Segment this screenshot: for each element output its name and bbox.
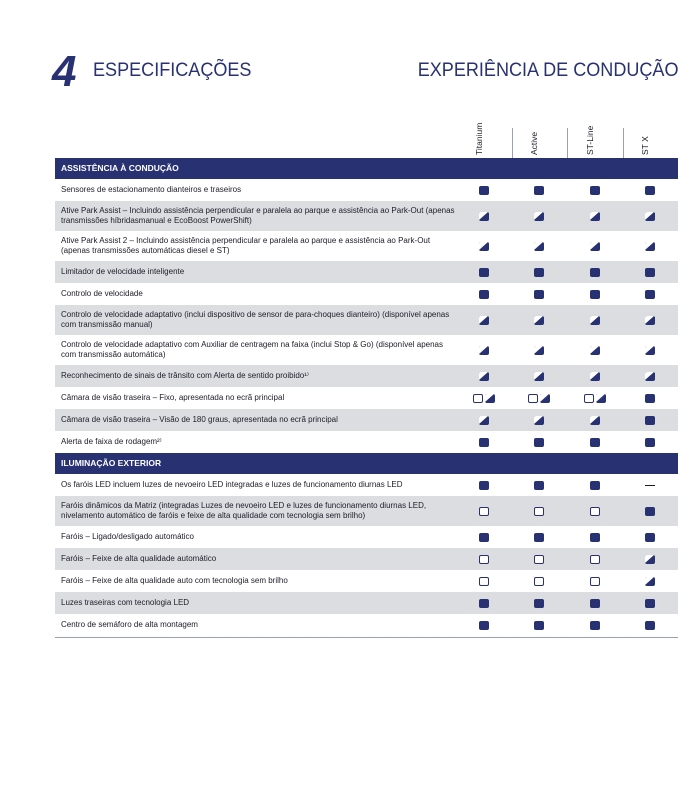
standard-icon [590, 290, 600, 299]
standard-icon [479, 533, 489, 542]
optional-icon [534, 242, 544, 251]
column-separator [623, 128, 624, 158]
option-pair-mark [472, 393, 496, 403]
standard-icon [479, 621, 489, 630]
optional-icon [590, 316, 600, 325]
availability-mark [477, 576, 491, 586]
standard-icon [645, 186, 655, 195]
feature-label: Sensores de estacionamento dianteiros e traseiros [61, 185, 242, 194]
availability-mark [477, 211, 491, 221]
feature-label: Câmara de visão traseira – Fixo, apresentada no ecrã principal [61, 393, 285, 402]
column-header-st-x [636, 115, 656, 155]
optional-icon [479, 416, 489, 425]
option-pair-mark [583, 393, 607, 403]
table-bottom-rule [55, 637, 678, 638]
column-header-label: ST X [640, 136, 650, 155]
availability-mark [588, 185, 602, 195]
availability-mark [643, 289, 657, 299]
table-row [55, 179, 678, 201]
availability-mark [532, 415, 546, 425]
feature-label: Limitador de velocidade inteligente [61, 267, 185, 276]
standard-icon [645, 599, 655, 608]
standard-icon [645, 507, 655, 516]
optional-icon [645, 212, 655, 221]
table-row [55, 261, 678, 283]
standard-icon [590, 438, 600, 447]
availability-mark [477, 554, 491, 564]
availability-mark [477, 480, 491, 490]
standard-icon [590, 621, 600, 630]
option-pair-mark [527, 393, 551, 403]
column-header-label: ST-Line [585, 125, 595, 155]
availability-mark [643, 506, 657, 516]
availability-mark [477, 437, 491, 447]
availability-mark [643, 576, 657, 586]
optional-icon [534, 416, 544, 425]
availability-mark [588, 289, 602, 299]
not-available-icon [528, 394, 538, 403]
feature-label: Controlo de velocidade [61, 289, 143, 298]
chapter-number: 4 [52, 47, 77, 96]
feature-label: Ative Park Assist – Incluindo assistência perpendicular e paralela ao parque e assistência ao Park-Out (apenas transmissões híbridasmanual e EcoBoost PowerShift) [61, 206, 455, 225]
feature-label: Faróis – Feixe de alta qualidade auto com tecnologia sem brilho [61, 576, 288, 585]
standard-icon [590, 481, 600, 490]
availability-mark [477, 289, 491, 299]
availability-mark [588, 241, 602, 251]
availability-mark [588, 554, 602, 564]
table-row [55, 305, 678, 335]
feature-label: Controlo de velocidade adaptativo com Auxiliar de centragem na faixa (inclui Stop & Go) (disponível apenas com transmissão automática) [61, 340, 443, 359]
standard-icon [479, 290, 489, 299]
optional-icon [479, 372, 489, 381]
availability-mark [477, 345, 491, 355]
availability-mark [532, 620, 546, 630]
availability-mark [532, 532, 546, 542]
not-available-icon [473, 394, 483, 403]
spec-table [55, 158, 678, 636]
standard-icon [590, 268, 600, 277]
availability-mark [643, 315, 657, 325]
availability-mark [532, 371, 546, 381]
standard-icon [534, 186, 544, 195]
optional-icon [645, 316, 655, 325]
feature-label: Centro de semáforo de alta montagem [61, 620, 198, 629]
optional-icon [479, 316, 489, 325]
availability-mark [588, 315, 602, 325]
availability-mark [532, 598, 546, 608]
feature-label: Faróis – Ligado/desligado automático [61, 532, 194, 541]
standard-icon [534, 481, 544, 490]
standard-icon [645, 438, 655, 447]
column-header-active [525, 115, 545, 155]
column-separator [567, 128, 568, 158]
availability-mark [532, 289, 546, 299]
table-row [55, 365, 678, 387]
not-available-icon [479, 577, 489, 586]
table-row [55, 570, 678, 592]
availability-mark [643, 437, 657, 447]
availability-mark [477, 241, 491, 251]
standard-icon [590, 599, 600, 608]
not-available-icon [590, 577, 600, 586]
availability-mark [588, 211, 602, 221]
availability-mark [643, 371, 657, 381]
optional-icon [485, 394, 495, 403]
standard-icon [534, 268, 544, 277]
standard-icon [645, 290, 655, 299]
feature-label: Câmara de visão traseira – Visão de 180 graus, apresentada no ecrã principal [61, 415, 338, 424]
table-row [55, 592, 678, 614]
availability-mark [588, 480, 602, 490]
feature-label: Luzes traseiras com tecnologia LED [61, 598, 190, 607]
optional-icon [590, 346, 600, 355]
optional-icon [645, 555, 655, 564]
optional-icon [590, 212, 600, 221]
dash-icon [645, 485, 655, 486]
feature-label: Faróis – Feixe de alta qualidade automático [61, 554, 217, 563]
table-row [55, 409, 678, 431]
optional-icon [645, 242, 655, 251]
not-available-icon [590, 507, 600, 516]
availability-mark [477, 185, 491, 195]
availability-mark [477, 506, 491, 516]
availability-mark [588, 345, 602, 355]
availability-mark [477, 598, 491, 608]
availability-mark [588, 620, 602, 630]
availability-mark [532, 506, 546, 516]
availability-mark [643, 211, 657, 221]
availability-mark [643, 267, 657, 277]
not-available-icon [534, 577, 544, 586]
feature-label: Controlo de velocidade adaptativo (inclui dispositivo de sensor de para-choques dianteiro) (disponível apenas com transmissão manual) [61, 310, 450, 329]
optional-icon [479, 346, 489, 355]
optional-icon [645, 346, 655, 355]
standard-icon [479, 268, 489, 277]
availability-mark [588, 598, 602, 608]
standard-icon [479, 481, 489, 490]
availability-mark [477, 532, 491, 542]
not-available-icon [534, 507, 544, 516]
table-row [55, 283, 678, 305]
section-header: ILUMINAÇÃO EXTERIOR [55, 453, 678, 474]
availability-mark [643, 393, 657, 403]
availability-mark [643, 185, 657, 195]
availability-mark [532, 241, 546, 251]
availability-mark [532, 554, 546, 564]
section-title: EXPERIÊNCIA DE CONDUÇÃO [417, 60, 678, 81]
feature-label: Os faróis LED incluem luzes de nevoeiro LED integradas e luzes de funcionamento diurnas LED [61, 480, 403, 489]
optional-icon [534, 346, 544, 355]
not-available-icon [479, 507, 489, 516]
optional-icon [645, 372, 655, 381]
column-header-st-line [581, 115, 601, 155]
table-row [55, 526, 678, 548]
feature-label: Faróis dinâmicos da Matriz (integradas Luzes de nevoeiro LED e luzes de funcionamento diurnas LED, nivelamento automático de faróis e feixe de alta qualidade com tecnologia sem brilho) [61, 501, 427, 520]
standard-icon [645, 394, 655, 403]
table-row [55, 474, 678, 496]
optional-icon [534, 212, 544, 221]
availability-mark [532, 185, 546, 195]
standard-icon [534, 533, 544, 542]
page-title: ESPECIFICAÇÕES [93, 60, 252, 81]
table-row [55, 548, 678, 570]
standard-icon [534, 621, 544, 630]
availability-mark [643, 620, 657, 630]
availability-mark [643, 345, 657, 355]
not-available-icon [590, 555, 600, 564]
availability-mark [588, 506, 602, 516]
availability-mark [643, 415, 657, 425]
column-header-titanium [470, 115, 490, 155]
availability-mark [532, 315, 546, 325]
column-header-label: Titanium [474, 122, 484, 155]
optional-icon [479, 242, 489, 251]
optional-icon [596, 394, 606, 403]
standard-icon [479, 186, 489, 195]
column-header-label: Active [529, 131, 539, 155]
availability-mark [643, 554, 657, 564]
table-row [55, 231, 678, 261]
availability-mark [477, 267, 491, 277]
availability-mark [532, 480, 546, 490]
feature-label: Alerta de faixa de rodagem²⁾ [61, 437, 162, 446]
table-row [55, 496, 678, 526]
optional-icon [590, 416, 600, 425]
not-available-icon [479, 555, 489, 564]
table-row [55, 335, 678, 365]
availability-mark [643, 241, 657, 251]
optional-icon [645, 577, 655, 586]
availability-mark [588, 532, 602, 542]
optional-icon [534, 316, 544, 325]
availability-mark [477, 315, 491, 325]
availability-mark [588, 437, 602, 447]
not-available-icon [534, 555, 544, 564]
availability-mark [643, 598, 657, 608]
standard-icon [590, 186, 600, 195]
availability-mark [588, 371, 602, 381]
not-applicable-mark [643, 480, 657, 490]
column-separator [512, 128, 513, 158]
availability-mark [477, 620, 491, 630]
availability-mark [532, 211, 546, 221]
section-header: ASSISTÊNCIA À CONDUÇÃO [55, 158, 678, 179]
availability-mark [477, 371, 491, 381]
availability-mark [588, 576, 602, 586]
standard-icon [645, 268, 655, 277]
feature-label: Reconhecimento de sinais de trânsito com Alerta de sentido proibido¹⁾ [61, 371, 309, 380]
availability-mark [532, 576, 546, 586]
standard-icon [479, 438, 489, 447]
not-available-icon [584, 394, 594, 403]
availability-mark [588, 267, 602, 277]
standard-icon [534, 438, 544, 447]
availability-mark [588, 415, 602, 425]
feature-label: Ative Park Assist 2 – Incluindo assistência perpendicular e paralela ao parque e assistência ao Park-Out (apenas transmissões automáticas diesel e ST) [61, 236, 431, 255]
optional-icon [534, 372, 544, 381]
optional-icon [479, 212, 489, 221]
availability-mark [532, 345, 546, 355]
table-row [55, 431, 678, 453]
optional-icon [590, 372, 600, 381]
standard-icon [534, 599, 544, 608]
availability-mark [643, 532, 657, 542]
standard-icon [479, 599, 489, 608]
standard-icon [534, 290, 544, 299]
optional-icon [540, 394, 550, 403]
table-row [55, 387, 678, 409]
standard-icon [645, 416, 655, 425]
optional-icon [590, 242, 600, 251]
standard-icon [590, 533, 600, 542]
availability-mark [532, 267, 546, 277]
standard-icon [645, 621, 655, 630]
table-row [55, 201, 678, 231]
availability-mark [477, 415, 491, 425]
table-row [55, 614, 678, 636]
availability-mark [532, 437, 546, 447]
standard-icon [645, 533, 655, 542]
